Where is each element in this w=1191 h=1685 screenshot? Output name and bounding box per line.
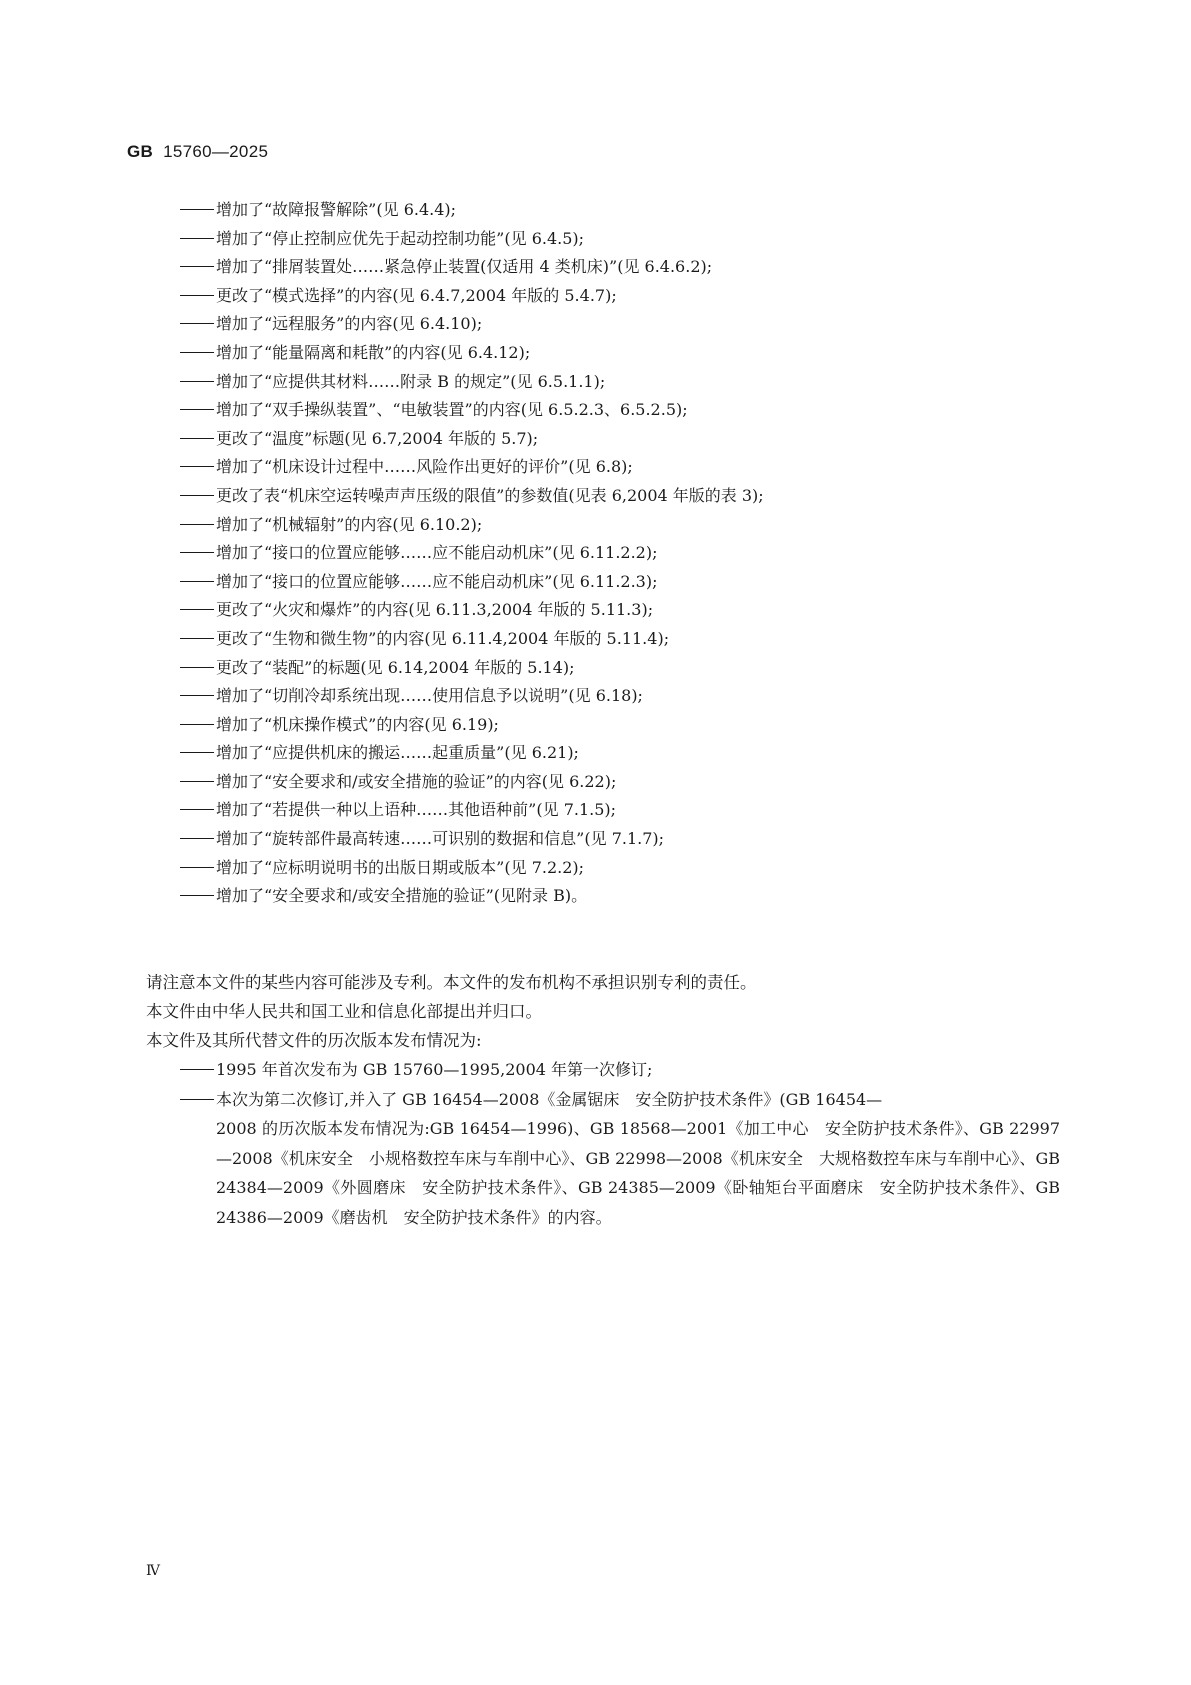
dash-mark <box>180 209 214 210</box>
list-item: 增加了“远程服务”的内容(见 6.4.10); <box>180 310 1060 339</box>
list-item: 增加了“接口的位置应能够……应不能启动机床”(见 6.11.2.2); <box>180 539 1060 568</box>
list-item: 1995 年首次发布为 GB 15760—1995,2004 年第一次修订; <box>180 1055 1060 1085</box>
list-item: 增加了“接口的位置应能够……应不能启动机床”(见 6.11.2.3); <box>180 568 1060 597</box>
list-item: 本次为第二次修订,并入了 GB 16454—2008《金属锯床 安全防护技术条件》(GB 16454— 2008 的历次版本发布情况为:GB 16454—1996)、GB 18568—2001《加工中心 安全防护技术条件》、GB 22997—2008《机床安全 小规格数控车床与车削中心》、GB 22998—2008《机床安全 大规格数控车床与车削中心》、GB 24384—2009《外圆磨床 安全防护技术条件》、GB 24385—2009《卧轴矩台平面磨床 安全防护技术条件》、GB 24386—2009《磨齿机 安全防护技术条件》的内容。 <box>180 1085 1060 1233</box>
list-item: 增加了“应标明说明书的出版日期或版本”(见 7.2.2); <box>180 854 1060 883</box>
dash-mark <box>180 352 214 353</box>
list-item: 更改了“生物和微生物”的内容(见 6.11.4,2004 年版的 5.11.4); <box>180 625 1060 654</box>
dash-mark <box>180 466 214 467</box>
dash-mark <box>180 552 214 553</box>
dash-mark <box>180 323 214 324</box>
list-item: 更改了表“机床空运转噪声声压级的限值”的参数值(见表 6,2004 年版的表 3); <box>180 482 1060 511</box>
list-item: 增加了“安全要求和/或安全措施的验证”(见附录 B)。 <box>180 882 1060 911</box>
list-item: 增加了“应提供机床的搬运……起重质量”(见 6.21); <box>180 739 1060 768</box>
dash-mark <box>180 266 214 267</box>
dash-mark <box>180 495 214 496</box>
list-item: 增加了“停止控制应优先于起动控制功能”(见 6.4.5); <box>180 225 1060 254</box>
dash-mark <box>180 1069 214 1070</box>
list-item: 增加了“若提供一种以上语种……其他语种前”(见 7.1.5); <box>180 796 1060 825</box>
dash-mark <box>180 638 214 639</box>
patent-notice: 请注意本文件的某些内容可能涉及专利。本文件的发布机构不承担识别专利的责任。 <box>146 973 757 992</box>
page-header <box>127 142 268 162</box>
dash-mark <box>180 238 214 239</box>
list-item: 增加了“机床设计过程中……风险作出更好的评价”(见 6.8); <box>180 453 1060 482</box>
standard-code: GB <box>127 142 154 161</box>
list-item: 增加了“双手操纵装置”、“电敏装置”的内容(见 6.5.2.3、6.5.2.5); <box>180 396 1060 425</box>
list-item: 增加了“排屑装置处……紧急停止装置(仅适用 4 类机床)”(见 6.4.6.2); <box>180 253 1060 282</box>
standard-number: 15760—2025 <box>163 142 269 161</box>
dash-mark <box>180 1099 214 1100</box>
list-item: 增加了“旋转部件最高转速……可识别的数据和信息”(见 7.1.7); <box>180 825 1060 854</box>
list-item: 增加了“故障报警解除”(见 6.4.4); <box>180 196 1060 225</box>
dash-mark <box>180 867 214 868</box>
list-item: 增加了“机床操作模式”的内容(见 6.19); <box>180 711 1060 740</box>
changes-list <box>180 196 1060 911</box>
dash-mark <box>180 895 214 896</box>
history-intro: 本文件及其所代替文件的历次版本发布情况为: <box>146 1031 482 1050</box>
list-item: 更改了“模式选择”的内容(见 6.4.7,2004 年版的 5.4.7); <box>180 282 1060 311</box>
dash-mark <box>180 524 214 525</box>
dash-mark <box>180 295 214 296</box>
list-item: 增加了“切削冷却系统出现……使用信息予以说明”(见 6.18); <box>180 682 1060 711</box>
dash-mark <box>180 752 214 753</box>
list-item: 增加了“机械辐射”的内容(见 6.10.2); <box>180 511 1060 540</box>
dash-mark <box>180 581 214 582</box>
list-item: 更改了“装配”的标题(见 6.14,2004 年版的 5.14); <box>180 654 1060 683</box>
page-number: Ⅳ <box>146 1563 160 1579</box>
dash-mark <box>180 724 214 725</box>
dash-mark <box>180 809 214 810</box>
list-item: 增加了“安全要求和/或安全措施的验证”的内容(见 6.22); <box>180 768 1060 797</box>
proposer-statement: 本文件由中华人民共和国工业和信息化部提出并归口。 <box>146 1002 542 1021</box>
list-item: 更改了“火灾和爆炸”的内容(见 6.11.3,2004 年版的 5.11.3); <box>180 596 1060 625</box>
dash-mark <box>180 409 214 410</box>
dash-mark <box>180 838 214 839</box>
history-list <box>180 1055 1060 1232</box>
dash-mark <box>180 381 214 382</box>
dash-mark <box>180 609 214 610</box>
dash-mark <box>180 667 214 668</box>
body-paragraphs <box>146 968 1066 1055</box>
list-item: 增加了“能量隔离和耗散”的内容(见 6.4.12); <box>180 339 1060 368</box>
list-item: 更改了“温度”标题(见 6.7,2004 年版的 5.7); <box>180 425 1060 454</box>
dash-mark <box>180 695 214 696</box>
list-item: 增加了“应提供其材料……附录 B 的规定”(见 6.5.1.1); <box>180 368 1060 397</box>
history-continuation: 2008 的历次版本发布情况为:GB 16454—1996)、GB 18568—2001《加工中心 安全防护技术条件》、GB 22997—2008《机床安全 小规格数控车床与车削中心》、GB 22998—2008《机床安全 大规格数控车床与车削中心》、GB 24384—2009《外圆磨床 安全防护技术条件》、GB 24385—2009《卧轴矩台平面磨床 安全防护技术条件》、GB 24386—2009《磨齿机 安全防护技术条件》的内容。 <box>216 1119 1060 1227</box>
dash-mark <box>180 438 214 439</box>
dash-mark <box>180 781 214 782</box>
